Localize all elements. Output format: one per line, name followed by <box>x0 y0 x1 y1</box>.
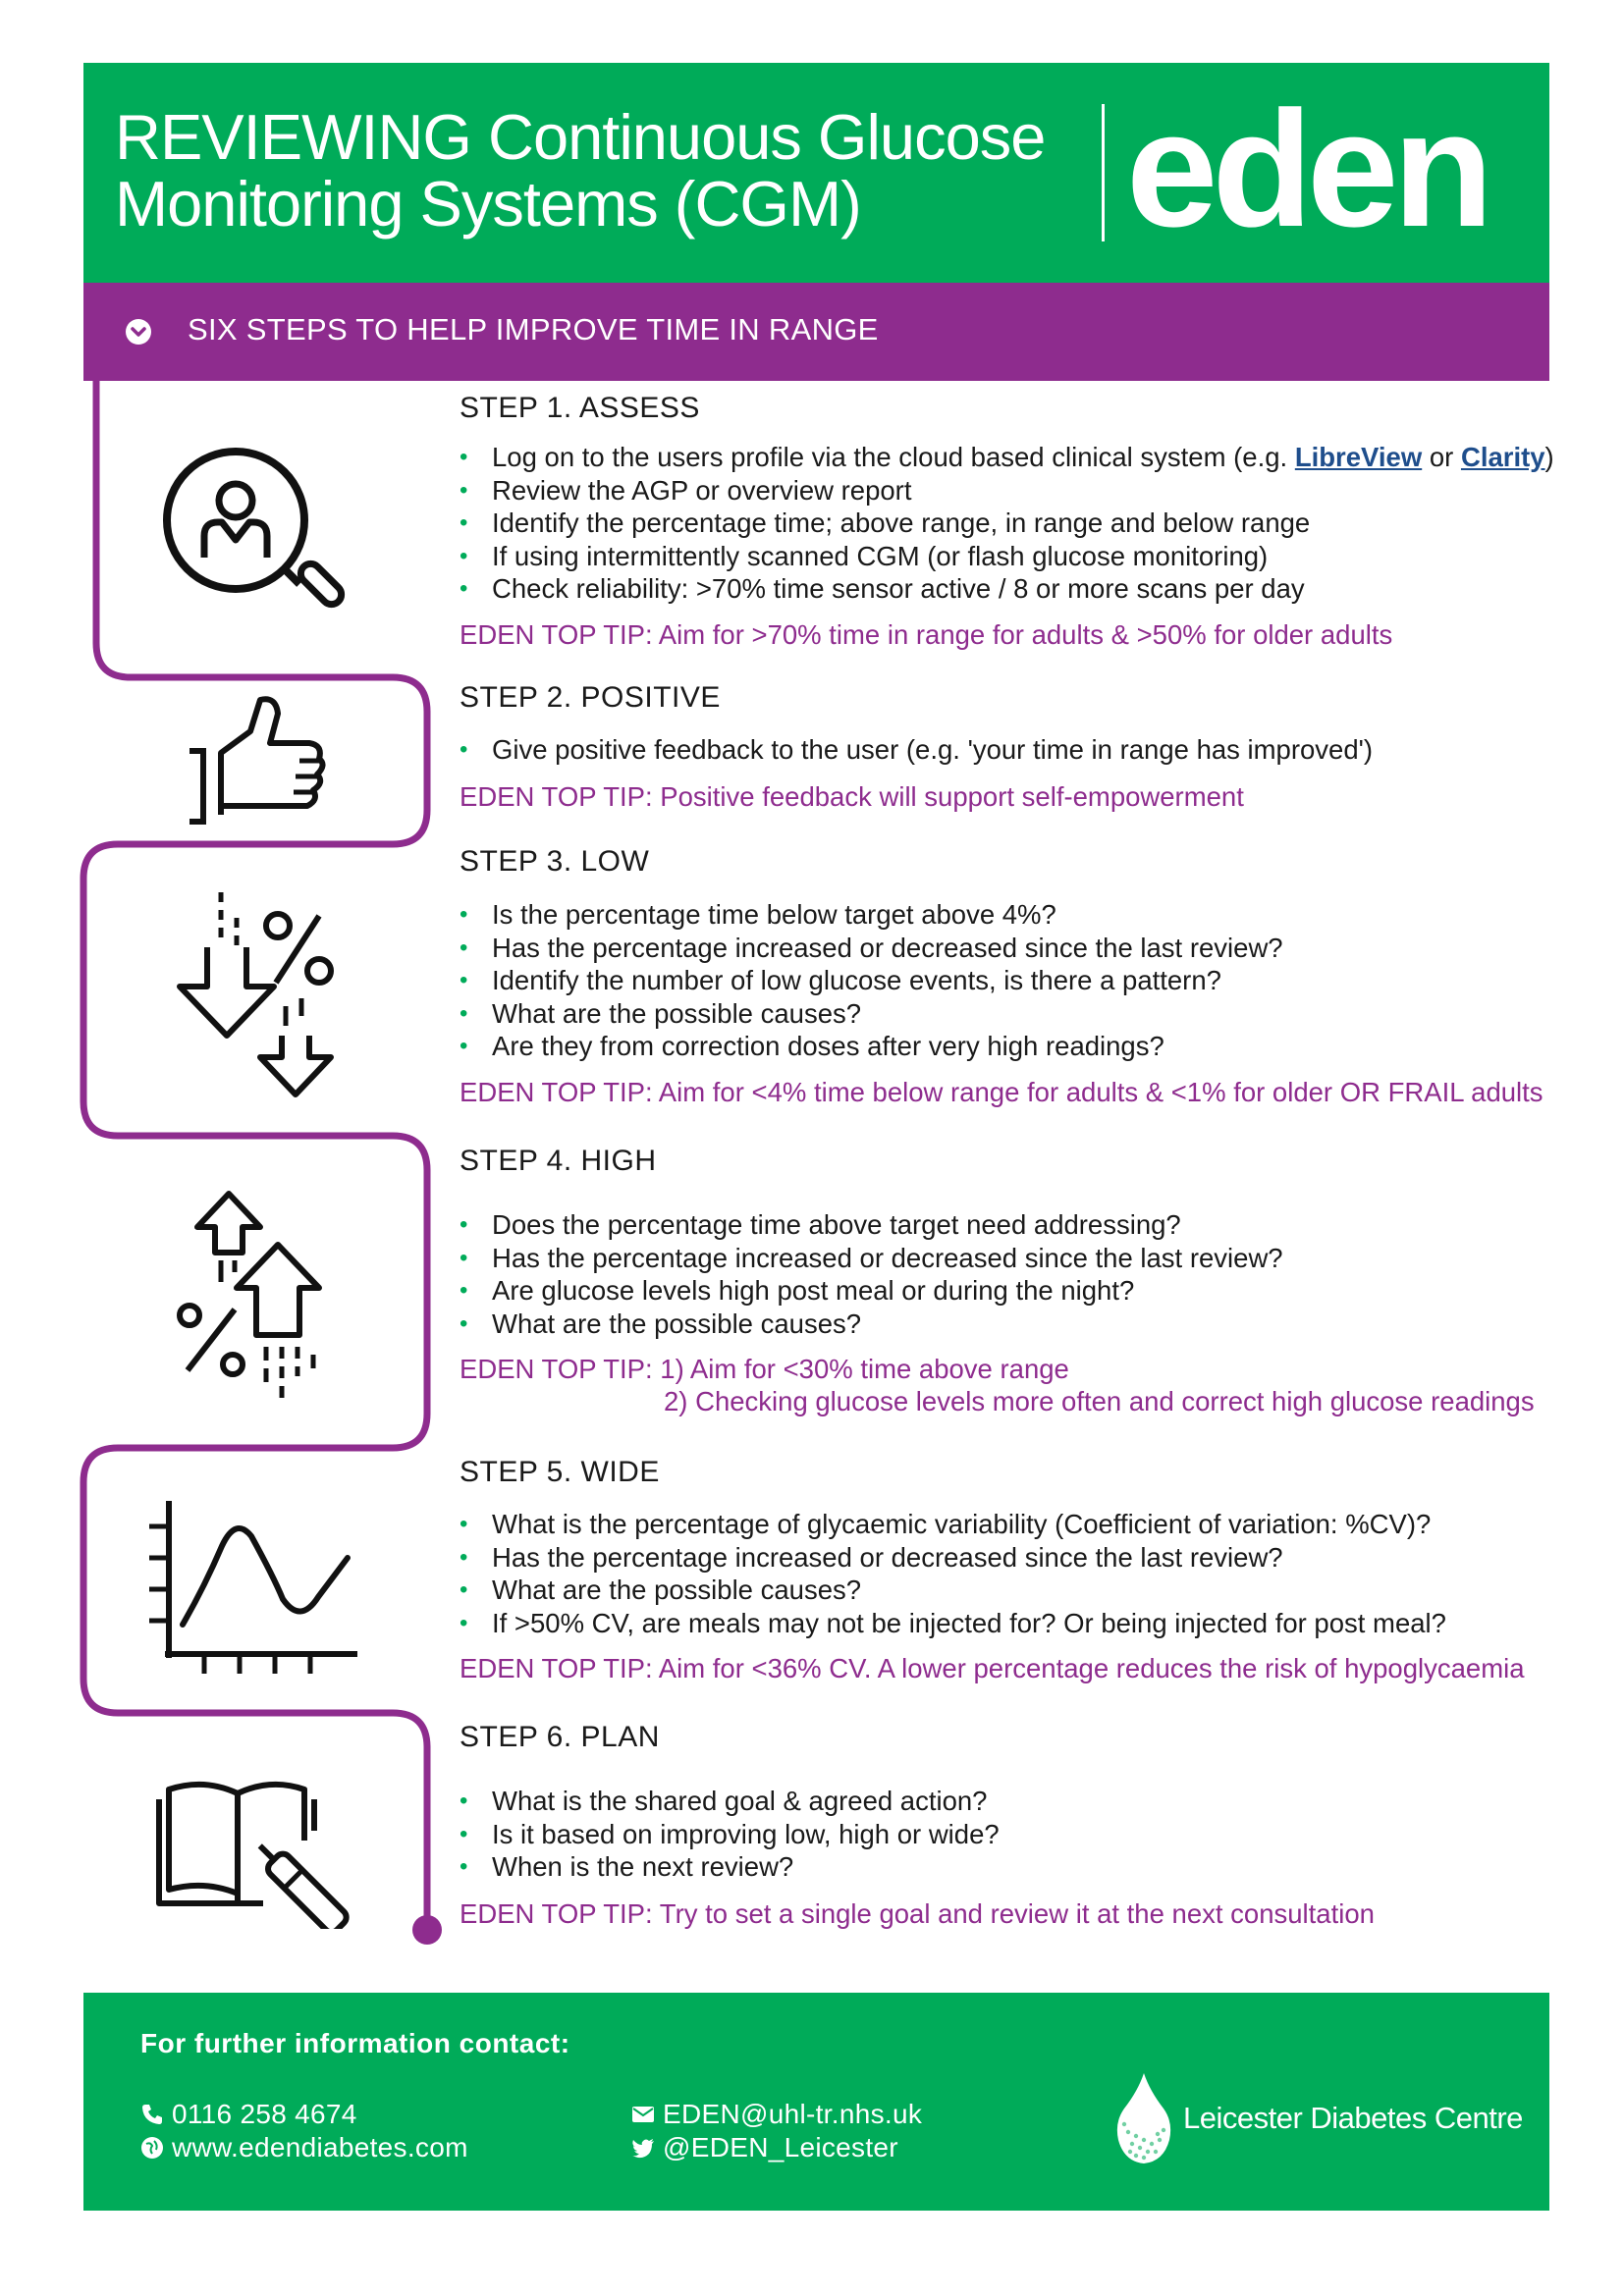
list-item: • Is it based on improving low, high or wide? <box>460 1818 1549 1851</box>
centre-name: Leicester Diabetes Centre <box>1183 2101 1523 2135</box>
twitter-link[interactable]: @EDEN_Leicester <box>631 2132 898 2163</box>
list-item: • Are they from correction doses after very high readings? <box>460 1030 1549 1063</box>
libreview-link[interactable]: LibreView <box>1294 442 1423 472</box>
step-2-positive <box>460 680 1549 813</box>
step-title: STEP 6. PLAN <box>460 1721 660 1753</box>
list-item: • Identify the percentage time; above range, in range and below range <box>460 507 1549 540</box>
list-item: • When is the next review? <box>460 1850 1549 1884</box>
list-item: • If >50% CV, are meals may not be injected for? Or being injected for post meal? <box>460 1607 1549 1640</box>
list-item: • Are glucose levels high post meal or during the night? <box>460 1274 1549 1308</box>
list-item: • Review the AGP or overview report <box>460 474 1549 507</box>
list-item: • What is the shared goal & agreed action? <box>460 1785 1549 1818</box>
banner-label: SIX STEPS TO HELP IMPROVE TIME IN RANGE <box>188 312 879 347</box>
list-item: • Has the percentage increased or decreased since the last review? <box>460 1541 1549 1575</box>
leicester-diabetes-centre-logo <box>1114 2071 1523 2165</box>
top-tip: EDEN TOP TIP: Aim for >70% time in range for adults & >50% for older adults <box>460 618 1393 650</box>
top-tip: EDEN TOP TIP: Try to set a single goal and review it at the next consultation <box>460 1897 1375 1929</box>
top-tip: EDEN TOP TIP: Aim for <36% CV. A lower percentage reduces the risk of hypoglycaemia <box>460 1653 1525 1683</box>
step-4-high <box>460 1144 1549 1417</box>
list-item: • What are the possible causes? <box>460 997 1549 1031</box>
step-title: STEP 2. POSITIVE <box>460 681 721 714</box>
list-item: • What is the percentage of glycaemic variability (Coefficient of variation: %CV)? <box>460 1508 1549 1541</box>
percent-up-arrows-icon <box>172 1188 344 1409</box>
list-item: • Is the percentage time below target above 4%? <box>460 898 1549 932</box>
step-1-assess <box>460 391 1554 651</box>
step-title: STEP 4. HIGH <box>460 1145 657 1177</box>
thumbs-up-icon <box>182 692 329 829</box>
clarity-link[interactable]: Clarity <box>1460 442 1545 472</box>
phone-icon <box>140 2103 164 2126</box>
page-title: REVIEWING Continuous Glucose Monitoring Systems (CGM) <box>115 101 1046 240</box>
website-link[interactable]: www.edendiabetes.com <box>140 2132 468 2163</box>
percent-down-arrows-icon <box>172 888 344 1099</box>
list-item: • Does the percentage time above target need addressing? <box>460 1208 1549 1242</box>
list-item: • Check reliability: >70% time sensor active / 8 or more scans per day <box>460 572 1549 606</box>
step-title: STEP 3. LOW <box>460 845 650 878</box>
contact-title: For further information contact: <box>140 2028 570 2058</box>
list-item: • What are the possible causes? <box>460 1308 1549 1341</box>
droplet-icon <box>1114 2071 1173 2165</box>
top-tip: EDEN TOP TIP: Aim for <4% time below range for adults & <1% for older OR FRAIL adults <box>460 1076 1543 1107</box>
list-item: • Log on to the users profile via the cloud based clinical system (e.g. LibreView or Clarity) <box>460 441 1549 474</box>
list-item: • What are the possible causes? <box>460 1574 1549 1607</box>
step-title: STEP 1. ASSESS <box>460 392 700 424</box>
globe-icon <box>140 2136 164 2160</box>
envelope-icon <box>631 2103 655 2126</box>
twitter-icon <box>631 2136 655 2160</box>
footer <box>83 1993 1549 2211</box>
list-item: • If using intermittently scanned CGM (or flash glucose monitoring) <box>460 540 1549 573</box>
step-6-plan <box>460 1720 1549 1930</box>
step-5-wide <box>460 1455 1549 1684</box>
list-item: • Has the percentage increased or decreased since the last review? <box>460 932 1549 965</box>
wave-graph-icon <box>145 1497 361 1683</box>
step-3-low <box>460 844 1549 1108</box>
phone-contact[interactable]: 0116 258 4674 <box>140 2099 357 2130</box>
top-tip: EDEN TOP TIP: 1) Aim for <30% time above range 2) Checking glucose levels more often and correct high glucose readings <box>460 1354 1535 1416</box>
person-magnifier-icon <box>157 442 353 638</box>
eden-logo: eden <box>1126 77 1489 261</box>
list-item: • Has the percentage increased or decreased since the last review? <box>460 1242 1549 1275</box>
list-item: • Give positive feedback to the user (e.g. 'your time in range has improved') <box>460 733 1549 767</box>
step-title: STEP 5. WIDE <box>460 1456 660 1488</box>
list-item: • Identify the number of low glucose events, is there a pattern? <box>460 964 1549 997</box>
book-pen-icon <box>155 1772 352 1929</box>
email-link[interactable]: EDEN@uhl-tr.nhs.uk <box>631 2099 922 2130</box>
top-tip: EDEN TOP TIP: Positive feedback will support self-empowerment <box>460 780 1244 812</box>
